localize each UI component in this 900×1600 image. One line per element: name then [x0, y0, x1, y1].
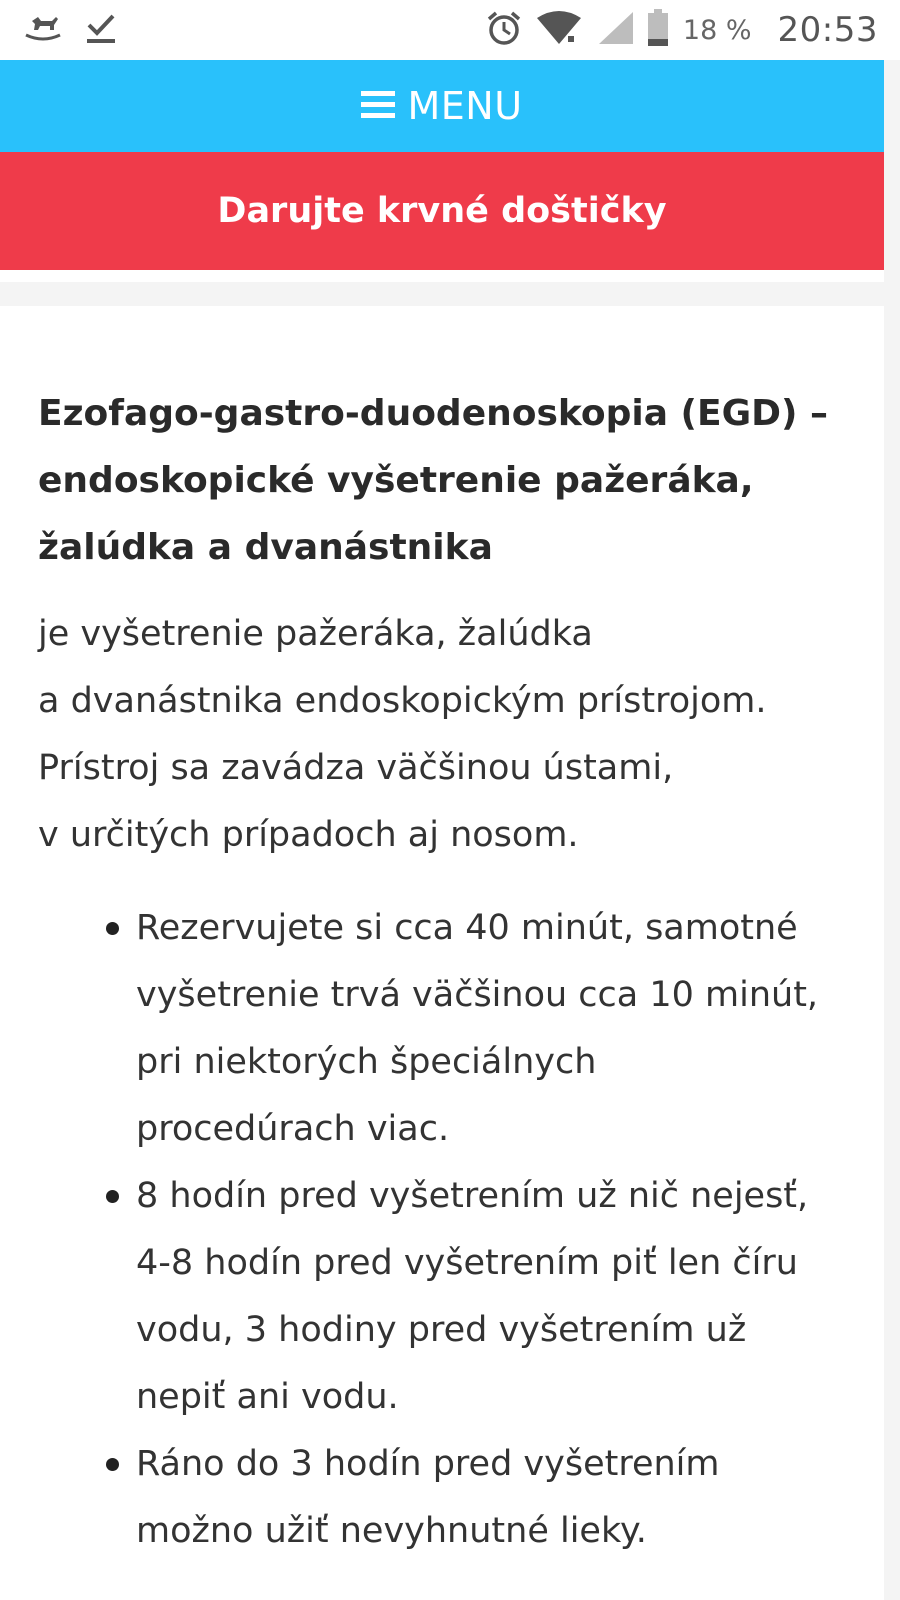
- clock: 20:53: [777, 10, 878, 50]
- list-item-line: 4-8 hodín pred vyšetrením piť len číru: [136, 1243, 798, 1283]
- rocking-horse-icon: [24, 13, 62, 47]
- intro-line: Prístroj sa zavádza väčšinou ústami,: [38, 748, 674, 788]
- right-edge-strip: [884, 60, 900, 1600]
- article: [38, 380, 858, 1565]
- list-item-line: Ráno do 3 hodín pred vyšetrením: [136, 1444, 720, 1484]
- list-item: [136, 1431, 858, 1565]
- menu-button[interactable]: [0, 60, 884, 152]
- heading-line: Ezofago-gastro-duodenoskopia (EGD) –: [38, 393, 829, 434]
- alarm-icon: [485, 9, 523, 51]
- bullet-icon: [106, 1458, 119, 1471]
- download-done-icon: [84, 11, 118, 49]
- list-item-line: 8 hodín pred vyšetrením už nič nejesť,: [136, 1176, 809, 1216]
- intro-line: je vyšetrenie pažeráka, žalúdka: [38, 614, 593, 654]
- list-item-line: Rezervujete si cca 40 minút, samotné: [136, 908, 798, 948]
- banner-label: Darujte krvné doštičky: [217, 191, 667, 231]
- battery-icon: [647, 9, 669, 51]
- bullet-icon: [106, 1190, 119, 1203]
- hamburger-icon: [361, 89, 397, 123]
- article-intro: [38, 601, 858, 869]
- heading-line: žalúdka a dvanástnika: [38, 527, 493, 568]
- donate-platelets-banner[interactable]: [0, 152, 884, 270]
- section-divider: [0, 282, 884, 306]
- status-bar-left: [24, 10, 118, 50]
- intro-line: v určitých prípadoch aj nosom.: [38, 815, 579, 855]
- list-item: [136, 895, 858, 1163]
- bullet-icon: [106, 922, 119, 935]
- list-item: [136, 1163, 858, 1431]
- status-bar: [0, 0, 900, 60]
- list-item-line: procedúrach viac.: [136, 1109, 450, 1149]
- list-item-line: vodu, 3 hodiny pred vyšetrením už: [136, 1310, 747, 1350]
- menu-label: MENU: [407, 84, 523, 128]
- wifi-icon: [535, 10, 583, 50]
- status-bar-right: [485, 8, 878, 52]
- list-item-line: možno užiť nevyhnutné lieky.: [136, 1511, 647, 1551]
- list-item-line: nepiť ani vodu.: [136, 1377, 399, 1417]
- list-item-line: vyšetrenie trvá väčšinou cca 10 minút,: [136, 975, 819, 1015]
- menu-button-content: [361, 84, 522, 128]
- intro-line: a dvanástnika endoskopickým prístrojom.: [38, 681, 767, 721]
- article-heading: [38, 380, 858, 581]
- instruction-list: [38, 895, 858, 1565]
- signal-icon: [595, 10, 635, 50]
- list-item-line: pri niektorých špeciálnych: [136, 1042, 597, 1082]
- battery-percent: 18 %: [682, 14, 752, 46]
- heading-line: endoskopické vyšetrenie pažeráka,: [38, 460, 754, 501]
